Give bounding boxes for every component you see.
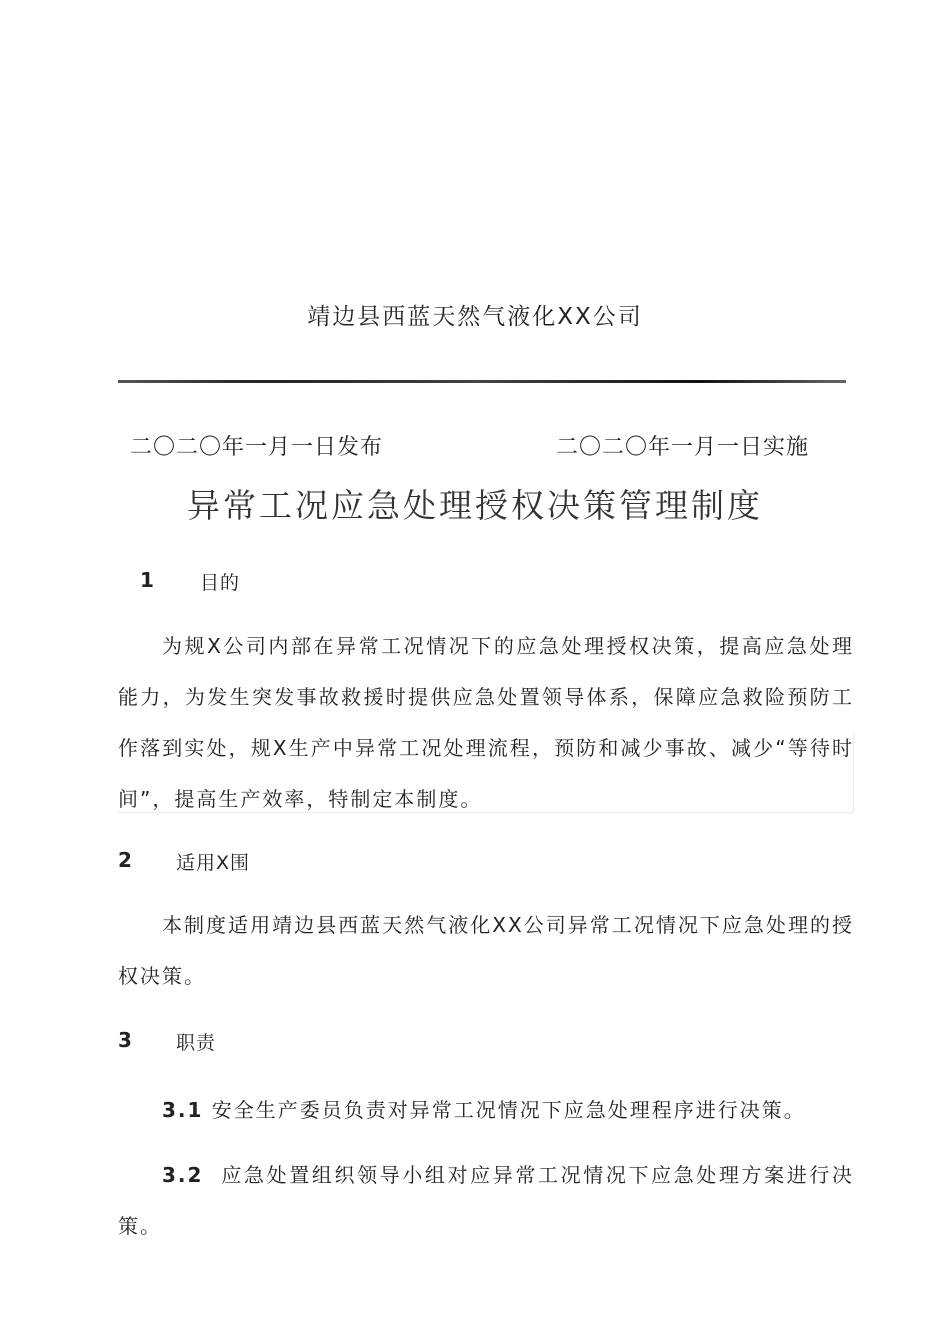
- item-3-2-number: 3.2: [162, 1163, 204, 1187]
- section-2-heading: 适用X围: [176, 852, 251, 874]
- item-3-1-number: 3.1: [162, 1098, 204, 1122]
- item-3-1-text: 安全生产委员负责对异常工况情况下应急处理程序进行决策。: [211, 1098, 806, 1122]
- section-3-number: 3: [118, 1028, 132, 1052]
- section-1-heading: 目的: [200, 572, 241, 594]
- company-name: 靖边县西蓝天然气液化XX公司: [307, 304, 643, 330]
- section-2-paragraph: 本制度适用靖边县西蓝天然气液化XX公司异常工况情况下应急处理的授权决策。: [118, 913, 854, 988]
- publish-date: 二〇二〇年一月一日发布: [130, 435, 384, 460]
- section-2-number: 2: [118, 848, 132, 872]
- item-3-1: [162, 1094, 806, 1123]
- document-title: 异常工况应急处理授权决策管理制度: [187, 486, 763, 525]
- header-rule: [118, 380, 846, 383]
- section-1-number: 1: [140, 568, 154, 592]
- section-1-paragraph: 为规X公司内部在异常工况情况下的应急处理授权决策，提高应急处理能力，为发生突发事故救援时提供应急处置领导体系，保障应急救险预防工作落到实处，规X生产中异常工况处理流程，预防和减少事故、减少“等待时间”，提高生产效率，特制定本制度。: [118, 634, 854, 811]
- item-3-2-text: 应急处置组织领导小组对应异常工况情况下应急处理方案进行决策。: [118, 1163, 855, 1238]
- effective-date: 二〇二〇年一月一日实施: [556, 435, 810, 460]
- item-3-2: [118, 1150, 854, 1252]
- section-3-heading: 职责: [176, 1032, 217, 1054]
